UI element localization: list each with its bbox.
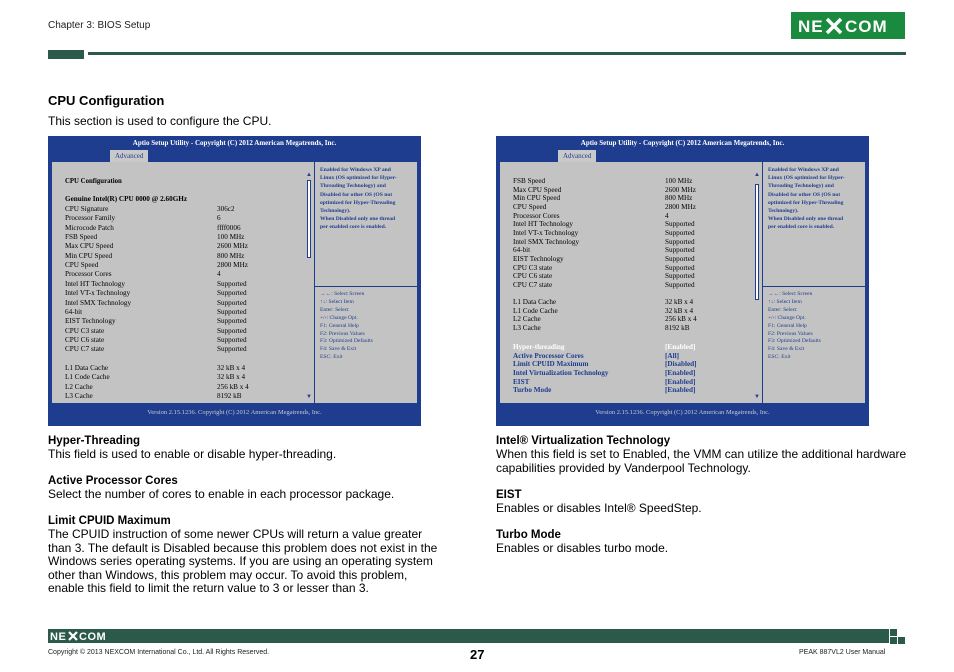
bios-row-value: 100 MHz bbox=[217, 233, 245, 242]
key-hint: F3: Optimized Defaults bbox=[320, 338, 373, 345]
bios-row-value: 256 kB x 4 bbox=[217, 382, 249, 391]
bios-row-value: 6 bbox=[217, 214, 221, 223]
bios-row-label: CPU C6 state bbox=[513, 272, 553, 281]
bios-row-value: Supported bbox=[665, 263, 695, 272]
bios-title: Aptio Setup Utility - Copyright (C) 2012 American Megatrends, Inc. bbox=[132, 139, 337, 147]
bios-row[interactable] bbox=[513, 386, 696, 395]
description-text: When this field is set to Enabled, the VMM can utilize the additional hardware bbox=[496, 447, 907, 461]
bios-row-value: ffff0006 bbox=[217, 223, 241, 232]
bios-screen-2 bbox=[496, 136, 869, 426]
bios-row-value: [Enabled] bbox=[665, 343, 696, 351]
bios-row-label: CPU C3 state bbox=[513, 263, 553, 272]
scroll-up-icon[interactable]: ▲ bbox=[306, 172, 312, 178]
bios-row-value: [All] bbox=[665, 351, 679, 360]
bios-row-label: Processor Cores bbox=[65, 270, 112, 279]
description-text: Windows series operating systems. If you are using an operating system bbox=[48, 554, 433, 568]
bios-row-label: Processor Cores bbox=[513, 211, 560, 220]
description-text: Select the number of cores to enable in each processor package. bbox=[48, 487, 395, 501]
bios-row-value: 32 kB x 4 bbox=[217, 373, 246, 382]
bios-row-value: Supported bbox=[217, 345, 247, 354]
footer-logo bbox=[50, 630, 110, 645]
key-hint: F2: Previous Values bbox=[320, 330, 365, 337]
key-hint: +/-: Change Opt. bbox=[768, 314, 806, 321]
help-line: Disabled for other OS (OS not bbox=[320, 191, 393, 198]
bios-row bbox=[65, 270, 221, 279]
bios-row-label: L2 Cache bbox=[513, 315, 541, 324]
bios-row-value: Supported bbox=[217, 307, 247, 316]
bios-row bbox=[65, 326, 247, 336]
bios-row-value: Supported bbox=[665, 237, 695, 246]
bios-settings-list bbox=[500, 162, 762, 403]
page-number: 27 bbox=[470, 647, 485, 662]
bios-main-panel bbox=[500, 162, 865, 403]
bios-row-value: Supported bbox=[665, 228, 695, 237]
bios-row-value: 800 MHz bbox=[217, 251, 245, 260]
description-text: capabilities provided by Vanderpool Technology. bbox=[496, 460, 751, 475]
copyright-text: Copyright © 2013 NEXCOM International Co., Ltd. All Rights Reserved. bbox=[48, 649, 270, 656]
key-hint: F4: Save & Exit bbox=[320, 346, 357, 353]
bios-row-label: Processor Family bbox=[65, 214, 116, 223]
bios-row-value: 32 kB x 4 bbox=[665, 298, 694, 306]
bios-help-panel bbox=[763, 162, 865, 403]
footer-logo-mark bbox=[50, 630, 110, 642]
scroll-down-icon[interactable]: ▼ bbox=[306, 394, 312, 400]
bios-row-value: 32 kB x 4 bbox=[217, 364, 246, 372]
bios-row bbox=[65, 279, 247, 289]
bios-row bbox=[65, 345, 247, 354]
bios-row-label: CPU Signature bbox=[65, 205, 109, 213]
bios-row-label: Hyper-threading bbox=[513, 343, 565, 351]
description-text: Enables or disables Intel® SpeedStep. bbox=[496, 501, 702, 515]
bios-row-label: Intel HT Technology bbox=[513, 220, 573, 229]
bios-row-label: FSB Speed bbox=[513, 177, 546, 185]
bios-row-value: Supported bbox=[665, 220, 695, 229]
description-heading: Active Processor Cores bbox=[48, 475, 178, 487]
bios-row bbox=[65, 373, 246, 382]
help-line: Linux (OS optimized for Hyper- bbox=[320, 175, 397, 182]
bios-row-label: CPU Speed bbox=[513, 202, 547, 211]
bios-row-label: Intel SMX Technology bbox=[513, 237, 580, 246]
nexcom-logo-mark bbox=[794, 15, 902, 37]
bios-row bbox=[65, 335, 247, 345]
bios-row-value: 2600 MHz bbox=[665, 185, 696, 194]
manual-name: PEAK 887VL2 User Manual bbox=[799, 649, 886, 656]
bios-row-value: 2800 MHz bbox=[665, 202, 696, 211]
x-mark bbox=[826, 18, 842, 34]
key-hint: F3: Optimized Defaults bbox=[768, 338, 821, 345]
description-text: Enables or disables turbo mode. bbox=[496, 541, 669, 555]
cpu-name: Genuine Intel(R) CPU 0000 @ 2.60GHz bbox=[65, 195, 188, 203]
key-hint: Enter: Select bbox=[320, 306, 349, 313]
bios-row-value: 306c2 bbox=[217, 205, 235, 213]
bios-row bbox=[65, 382, 249, 392]
bios-row-value: Supported bbox=[217, 298, 247, 307]
key-hint: ESC: Exit bbox=[768, 354, 791, 361]
bios-row-label: Active Processor Cores bbox=[513, 351, 584, 360]
help-line: optimized for Hyper-Threading bbox=[768, 199, 844, 206]
bios-row-value: 4 bbox=[665, 211, 669, 220]
bios-row-label: 64-bit bbox=[65, 307, 83, 316]
bios-row bbox=[65, 307, 247, 317]
bios-row-label: Intel Virtualization Technology bbox=[513, 368, 609, 377]
bios-row-label: L1 Code Cache bbox=[65, 373, 110, 382]
bios-row-label: L1 Data Cache bbox=[65, 364, 109, 372]
key-hint: F4: Save & Exit bbox=[768, 346, 805, 353]
svg-text:NE: NE bbox=[50, 631, 67, 642]
bios-row-value: 8192 kB bbox=[217, 392, 242, 401]
bios-row-value: 256 kB x 4 bbox=[665, 315, 697, 324]
bios-row-label: L3 Cache bbox=[65, 392, 93, 401]
key-hint: ↑↓: Select Item bbox=[320, 298, 354, 305]
help-text bbox=[320, 166, 414, 232]
bios-row-label: Intel HT Technology bbox=[65, 279, 125, 288]
description-text: other than Windows, this problem may occur. To avoid this problem, bbox=[48, 567, 408, 582]
bios-row bbox=[65, 251, 245, 261]
chapter-label: Chapter 3: BIOS Setup bbox=[48, 20, 151, 31]
bios-row-value: Supported bbox=[665, 246, 695, 255]
bios-row bbox=[65, 289, 247, 298]
bios-row-label: Min CPU Speed bbox=[513, 194, 561, 203]
help-line: When Disabled only one thread bbox=[320, 216, 396, 223]
help-line: Enabled for Windows XP and bbox=[320, 167, 391, 173]
section-title: CPU Configuration bbox=[48, 93, 165, 108]
key-hint: Enter: Select bbox=[768, 306, 797, 313]
bios-row-value: [Enabled] bbox=[665, 386, 696, 395]
bios-row-value: Supported bbox=[217, 317, 247, 326]
bios-row bbox=[65, 233, 245, 242]
bios-row-label: Max CPU Speed bbox=[65, 242, 114, 251]
description-heading: Intel® Virtualization Technology bbox=[496, 435, 671, 447]
bios-row bbox=[65, 298, 247, 308]
bios-row-label: EIST bbox=[513, 377, 530, 386]
bios-row-label: EIST Technology bbox=[65, 317, 116, 326]
svg-text:NE: NE bbox=[798, 16, 824, 36]
bios-row-label: L1 Data Cache bbox=[513, 298, 557, 306]
bios-footer: Version 2.15.1236. Copyright (C) 2012 American Megatrends, Inc. bbox=[595, 409, 770, 416]
description-heading: Turbo Mode bbox=[496, 529, 561, 541]
bios-row-value: 100 MHz bbox=[665, 177, 693, 185]
tab-advanced[interactable]: Advanced bbox=[558, 150, 596, 162]
bios-row-value: Supported bbox=[665, 280, 695, 289]
key-hint: ↑↓: Select Item bbox=[768, 298, 802, 305]
bios-row bbox=[65, 261, 248, 270]
bios-row-label: Limit CPUID Maximum bbox=[513, 360, 589, 369]
help-line: per enabled core is enabled. bbox=[768, 224, 835, 231]
bios-scrollbar[interactable] bbox=[306, 172, 312, 402]
bios-row-label: CPU C3 state bbox=[65, 326, 105, 335]
bios-row-value: [Enabled] bbox=[665, 377, 696, 386]
bios-row-value: Supported bbox=[217, 279, 247, 288]
bios-row bbox=[513, 323, 690, 333]
key-hint: +/-: Change Opt. bbox=[320, 314, 358, 321]
bios-row-label: Intel SMX Technology bbox=[65, 298, 132, 307]
bios-row-value: Supported bbox=[217, 326, 247, 335]
bios-row-value: 8192 kB bbox=[665, 323, 690, 332]
bios-footer: Version 2.15.1236. Copyright (C) 2012 American Megatrends, Inc. bbox=[147, 409, 322, 416]
bios-scrollbar[interactable] bbox=[754, 172, 760, 402]
tab-advanced[interactable]: Advanced bbox=[110, 150, 148, 162]
bios-row-label: L1 Code Cache bbox=[513, 306, 558, 315]
description-heading: Hyper-Threading bbox=[48, 435, 141, 447]
help-line: Disabled for other OS (OS not bbox=[768, 191, 841, 198]
bios-row-value: 2800 MHz bbox=[217, 261, 248, 270]
bios-row bbox=[65, 392, 242, 401]
bios-row-value: 800 MHz bbox=[665, 194, 693, 203]
footer-bar bbox=[48, 629, 889, 643]
key-hint: F1: General Help bbox=[768, 322, 807, 329]
bios-row-value: Supported bbox=[665, 254, 695, 263]
bios-row-label: Microcode Patch bbox=[65, 223, 114, 232]
bios-row-label: Intel VT-x Technology bbox=[513, 228, 579, 237]
bios-row-label: Intel VT-x Technology bbox=[65, 289, 131, 298]
bios-row-value: [Disabled] bbox=[665, 360, 697, 369]
key-hint: F2: Previous Values bbox=[768, 330, 813, 337]
bios-row-value: [Enabled] bbox=[665, 368, 696, 377]
bios-row-label: CPU Speed bbox=[65, 261, 99, 270]
bios-row-label: L2 Cache bbox=[65, 382, 93, 391]
bios-row bbox=[65, 242, 248, 251]
svg-text:COM: COM bbox=[79, 631, 107, 642]
bios-row-value: 32 kB x 4 bbox=[665, 306, 694, 315]
help-line: Threading Technology) and bbox=[768, 183, 834, 190]
key-hint: ESC: Exit bbox=[320, 354, 343, 361]
bios-row-label: CPU C6 state bbox=[65, 335, 105, 344]
bios-help-panel bbox=[315, 162, 417, 403]
scroll-thumb[interactable] bbox=[307, 180, 311, 258]
bios-row bbox=[65, 317, 247, 326]
help-line: When Disabled only one thread bbox=[768, 216, 844, 223]
bios-settings-list bbox=[52, 162, 314, 403]
bios-row-label: EIST Technology bbox=[513, 254, 564, 263]
description-text: than 3. The default is Disabled because this problem does not exist in the bbox=[48, 540, 438, 555]
bios-row-value: Supported bbox=[665, 272, 695, 281]
bios-row-label: L3 Cache bbox=[513, 323, 541, 332]
key-hint: →←: Select Screen bbox=[768, 291, 813, 297]
svg-text:COM: COM bbox=[845, 16, 888, 36]
bios-row bbox=[513, 280, 695, 290]
bios-row-value: Supported bbox=[217, 289, 247, 298]
help-line: Enabled for Windows XP and bbox=[768, 167, 839, 173]
bios-row-value: 4 bbox=[217, 270, 221, 279]
bios-row-label: 64-bit bbox=[513, 246, 531, 255]
help-line: optimized for Hyper-Threading bbox=[320, 199, 396, 206]
description-heading: Limit CPUID Maximum bbox=[48, 515, 171, 527]
description-text: This field is used to enable or disable hyper-threading. bbox=[48, 447, 337, 461]
key-legend bbox=[768, 291, 862, 362]
help-text bbox=[768, 166, 862, 232]
help-line: Threading Technology) and bbox=[320, 183, 386, 190]
key-hint: F1: General Help bbox=[320, 322, 359, 329]
description-text: enable this field to limit the return value to 3 or lesser than 3. bbox=[48, 581, 369, 595]
bios-row-label: Turbo Mode bbox=[513, 386, 552, 395]
bios-row-value: 2600 MHz bbox=[217, 242, 248, 251]
bios-row bbox=[65, 364, 246, 373]
bios-row bbox=[65, 205, 235, 214]
bios-row bbox=[65, 214, 221, 223]
help-line: Technology). bbox=[320, 208, 351, 215]
cpu-config-heading: CPU Configuration bbox=[65, 178, 122, 185]
footer-squares-icon bbox=[890, 629, 906, 645]
bios-screen-1 bbox=[48, 136, 421, 426]
description-heading: EIST bbox=[496, 489, 522, 501]
help-line: per enabled core is enabled. bbox=[320, 224, 387, 231]
section-intro: This section is used to configure the CPU. bbox=[48, 114, 272, 128]
bios-row-label: Min CPU Speed bbox=[65, 251, 113, 260]
bios-row-label: Max CPU Speed bbox=[513, 185, 562, 194]
key-legend bbox=[320, 291, 414, 362]
header-accent-block bbox=[48, 50, 84, 59]
scroll-thumb[interactable] bbox=[755, 184, 759, 300]
bios-main-panel bbox=[52, 162, 417, 403]
bios-row-label: CPU C7 state bbox=[65, 345, 105, 354]
bios-row-label: FSB Speed bbox=[65, 233, 98, 242]
bios-row-label: CPU C7 state bbox=[513, 280, 553, 289]
scroll-up-icon[interactable]: ▲ bbox=[754, 172, 760, 178]
nexcom-logo bbox=[791, 12, 905, 39]
scroll-down-icon[interactable]: ▼ bbox=[754, 394, 760, 400]
bios-title: Aptio Setup Utility - Copyright (C) 2012 American Megatrends, Inc. bbox=[580, 139, 785, 147]
key-hint: →←: Select Screen bbox=[320, 291, 365, 297]
bios-row bbox=[65, 223, 241, 233]
description-text: The CPUID instruction of some newer CPUs will return a value greater bbox=[48, 527, 423, 541]
help-line: Linux (OS optimized for Hyper- bbox=[768, 175, 845, 182]
help-line: Technology). bbox=[768, 208, 799, 215]
header-rule bbox=[88, 52, 906, 55]
bios-row-value: Supported bbox=[217, 335, 247, 344]
